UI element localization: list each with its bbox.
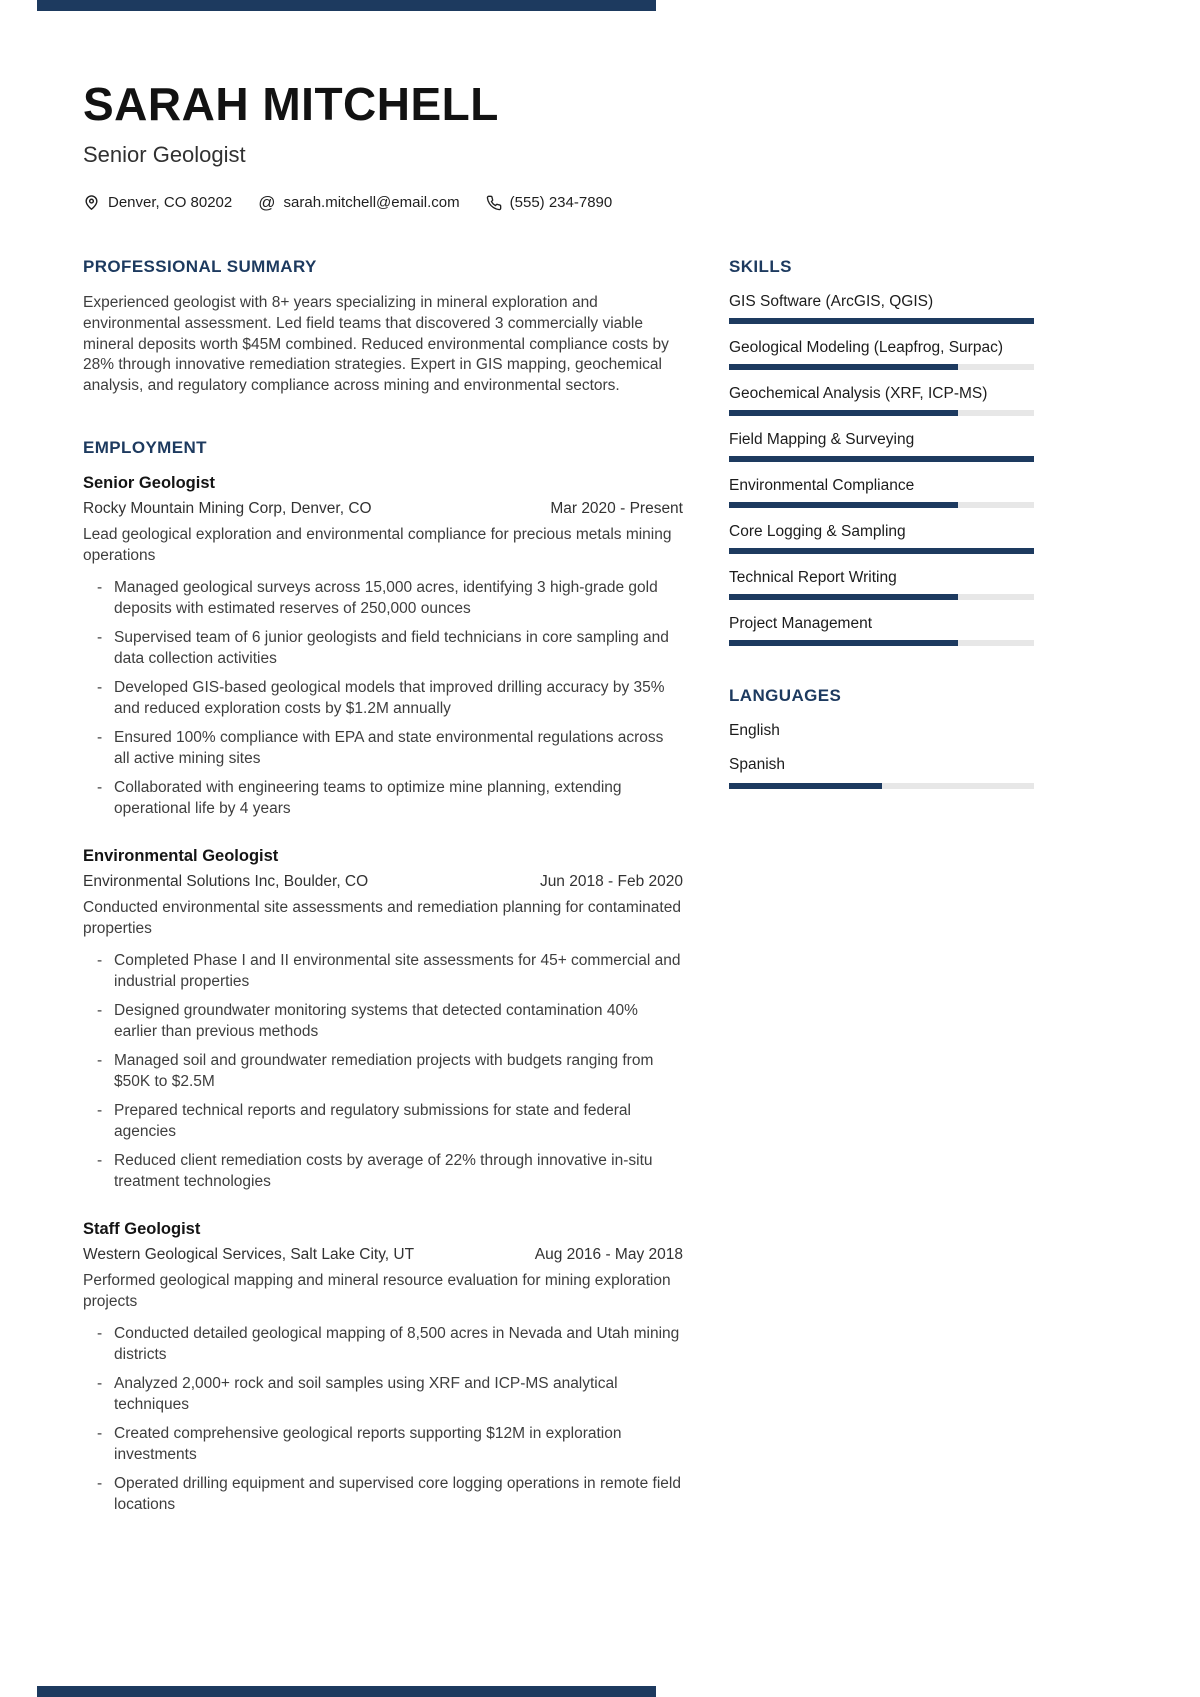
skill-bar-fill <box>729 640 958 646</box>
job-bullet: - Prepared technical reports and regulatory submissions for state and federal agencies <box>97 1100 683 1142</box>
contact-phone <box>486 194 613 211</box>
job-bullet: - Operated drilling equipment and supervised core logging operations in remote field locations <box>97 1473 683 1515</box>
top-accent-bar <box>37 0 656 11</box>
contact-phone-text: (555) 234-7890 <box>509 194 613 212</box>
job-description: Conducted environmental site assessments and remediation planning for contaminated properties <box>83 899 681 937</box>
job-bullet: - Managed geological surveys across 15,000 acres, identifying 3 high-grade gold deposits with estimated reserves of 250,000 ounces <box>97 577 683 619</box>
job-bullet: - Supervised team of 6 junior geologists and field technicians in core sampling and data collection activities <box>97 627 683 669</box>
skill-item <box>729 523 1034 554</box>
job-description: Lead geological exploration and environmental compliance for precious metals mining operations <box>83 526 672 564</box>
skill-bar-fill <box>729 456 1034 462</box>
main-column <box>83 257 683 1543</box>
sidebar-column <box>729 257 1034 1543</box>
skill-label: Technical Report Writing <box>729 569 897 587</box>
languages-heading: LANGUAGES <box>729 686 842 706</box>
job-meta <box>83 1246 683 1264</box>
job-bullet: - Ensured 100% compliance with EPA and state environmental regulations across all active mining sites <box>97 727 683 769</box>
contact-email <box>258 194 459 211</box>
job-meta <box>83 500 683 518</box>
job-bullets <box>83 950 683 1193</box>
skill-bar-fill <box>729 410 958 416</box>
job-bullet: - Developed GIS-based geological models that improved drilling accuracy by 35% and reduced exploration costs by $1.2M annually <box>97 677 683 719</box>
employment-heading: EMPLOYMENT <box>83 438 207 458</box>
job-meta <box>83 873 683 891</box>
skill-label: Geological Modeling (Leapfrog, Surpac) <box>729 339 1003 357</box>
skill-bar-track <box>729 594 1034 600</box>
skill-item <box>729 431 1034 462</box>
resume-header <box>83 80 1034 211</box>
job-company: Western Geological Services, Salt Lake City, UT <box>83 1246 415 1264</box>
bottom-accent-bar <box>37 1686 656 1697</box>
employment-section <box>83 438 683 1515</box>
job-title: Environmental Geologist <box>83 847 279 866</box>
skill-bar-track <box>729 502 1034 508</box>
skill-label: Core Logging & Sampling <box>729 523 906 541</box>
candidate-name: SARAH MITCHELL <box>83 78 499 130</box>
contact-location-text: Denver, CO 80202 <box>108 194 233 212</box>
job-bullet: - Designed groundwater monitoring systems that detected contamination 40% earlier than previous methods <box>97 1000 683 1042</box>
skill-item <box>729 339 1034 370</box>
job-bullet: - Collaborated with engineering teams to optimize mine planning, extending operational life by 4 years <box>97 777 683 819</box>
job-entry <box>83 474 683 819</box>
skill-bar-track <box>729 640 1034 646</box>
skill-bar-fill <box>729 502 958 508</box>
skill-bar-track <box>729 364 1034 370</box>
skill-label: Field Mapping & Surveying <box>729 431 915 449</box>
skill-bar-track <box>729 410 1034 416</box>
summary-heading: PROFESSIONAL SUMMARY <box>83 257 317 277</box>
job-company: Rocky Mountain Mining Corp, Denver, CO <box>83 500 372 518</box>
job-dates: Mar 2020 - Present <box>550 500 683 518</box>
skill-bar-track <box>729 318 1034 324</box>
job-description: Performed geological mapping and mineral resource evaluation for mining exploration projects <box>83 1272 671 1310</box>
job-title: Staff Geologist <box>83 1220 201 1239</box>
skill-label: Environmental Compliance <box>729 477 915 495</box>
two-column-layout <box>83 257 1034 1543</box>
professional-summary-section <box>83 257 683 396</box>
skill-bar-fill <box>729 594 958 600</box>
language-label: English <box>729 722 780 740</box>
language-item <box>729 722 1034 740</box>
skill-item <box>729 477 1034 508</box>
language-bar-track <box>729 783 1034 789</box>
job-entry <box>83 847 683 1192</box>
skill-label: Project Management <box>729 615 873 633</box>
skill-label: GIS Software (ArcGIS, QGIS) <box>729 293 934 311</box>
job-bullet: - Created comprehensive geological reports supporting $12M in exploration investments <box>97 1423 683 1465</box>
job-bullet: - Analyzed 2,000+ rock and soil samples using XRF and ICP-MS analytical techniques <box>97 1373 683 1415</box>
skill-bar-track <box>729 548 1034 554</box>
job-title: Senior Geologist <box>83 474 216 493</box>
skill-item <box>729 293 1034 324</box>
skill-bar-track <box>729 456 1034 462</box>
skills-section <box>729 257 1034 646</box>
job-bullets <box>83 577 683 820</box>
skill-item <box>729 569 1034 600</box>
job-bullet: - Managed soil and groundwater remediation projects with budgets ranging from $50K to $2.5M <box>97 1050 683 1092</box>
job-bullet: - Reduced client remediation costs by average of 22% through innovative in-situ treatment technologies <box>97 1150 683 1192</box>
skill-bar-fill <box>729 318 1034 324</box>
job-dates: Jun 2018 - Feb 2020 <box>539 873 683 891</box>
summary-text: Experienced geologist with 8+ years specializing in mineral exploration and environmental assessment. Led field teams that discovered 3 commercially viable mineral deposits worth $45M combined. Reduced environmental compliance costs by 28% through innovative remediation strategies. Expert in GIS mapping, geochemical analysis, and regulatory compliance across mining and environmental sectors. <box>83 294 669 394</box>
job-bullet: - Completed Phase I and II environmental site assessments for 45+ commercial and industrial properties <box>97 950 683 992</box>
at-sign-icon: @ <box>258 193 276 213</box>
language-bar-fill <box>729 783 882 789</box>
skill-bar-fill <box>729 548 1034 554</box>
location-pin-icon <box>83 194 100 211</box>
contact-location <box>83 194 232 211</box>
job-company: Environmental Solutions Inc, Boulder, CO <box>83 873 369 891</box>
contact-row <box>83 194 1034 211</box>
job-bullet: - Conducted detailed geological mapping of 8,500 acres in Nevada and Utah mining districts <box>97 1323 683 1365</box>
skills-heading: SKILLS <box>729 257 792 277</box>
job-bullets <box>83 1323 683 1516</box>
job-dates: Aug 2016 - May 2018 <box>534 1246 683 1264</box>
skill-bar-fill <box>729 364 958 370</box>
skill-label: Geochemical Analysis (XRF, ICP-MS) <box>729 385 988 403</box>
job-entry <box>83 1220 683 1515</box>
language-item <box>729 756 1034 789</box>
language-label: Spanish <box>729 756 786 774</box>
candidate-title: Senior Geologist <box>83 142 246 168</box>
skill-item <box>729 615 1034 646</box>
skill-item <box>729 385 1034 416</box>
contact-email-text: sarah.mitchell@email.com <box>283 194 460 212</box>
phone-icon <box>486 195 502 211</box>
languages-section <box>729 686 1034 789</box>
